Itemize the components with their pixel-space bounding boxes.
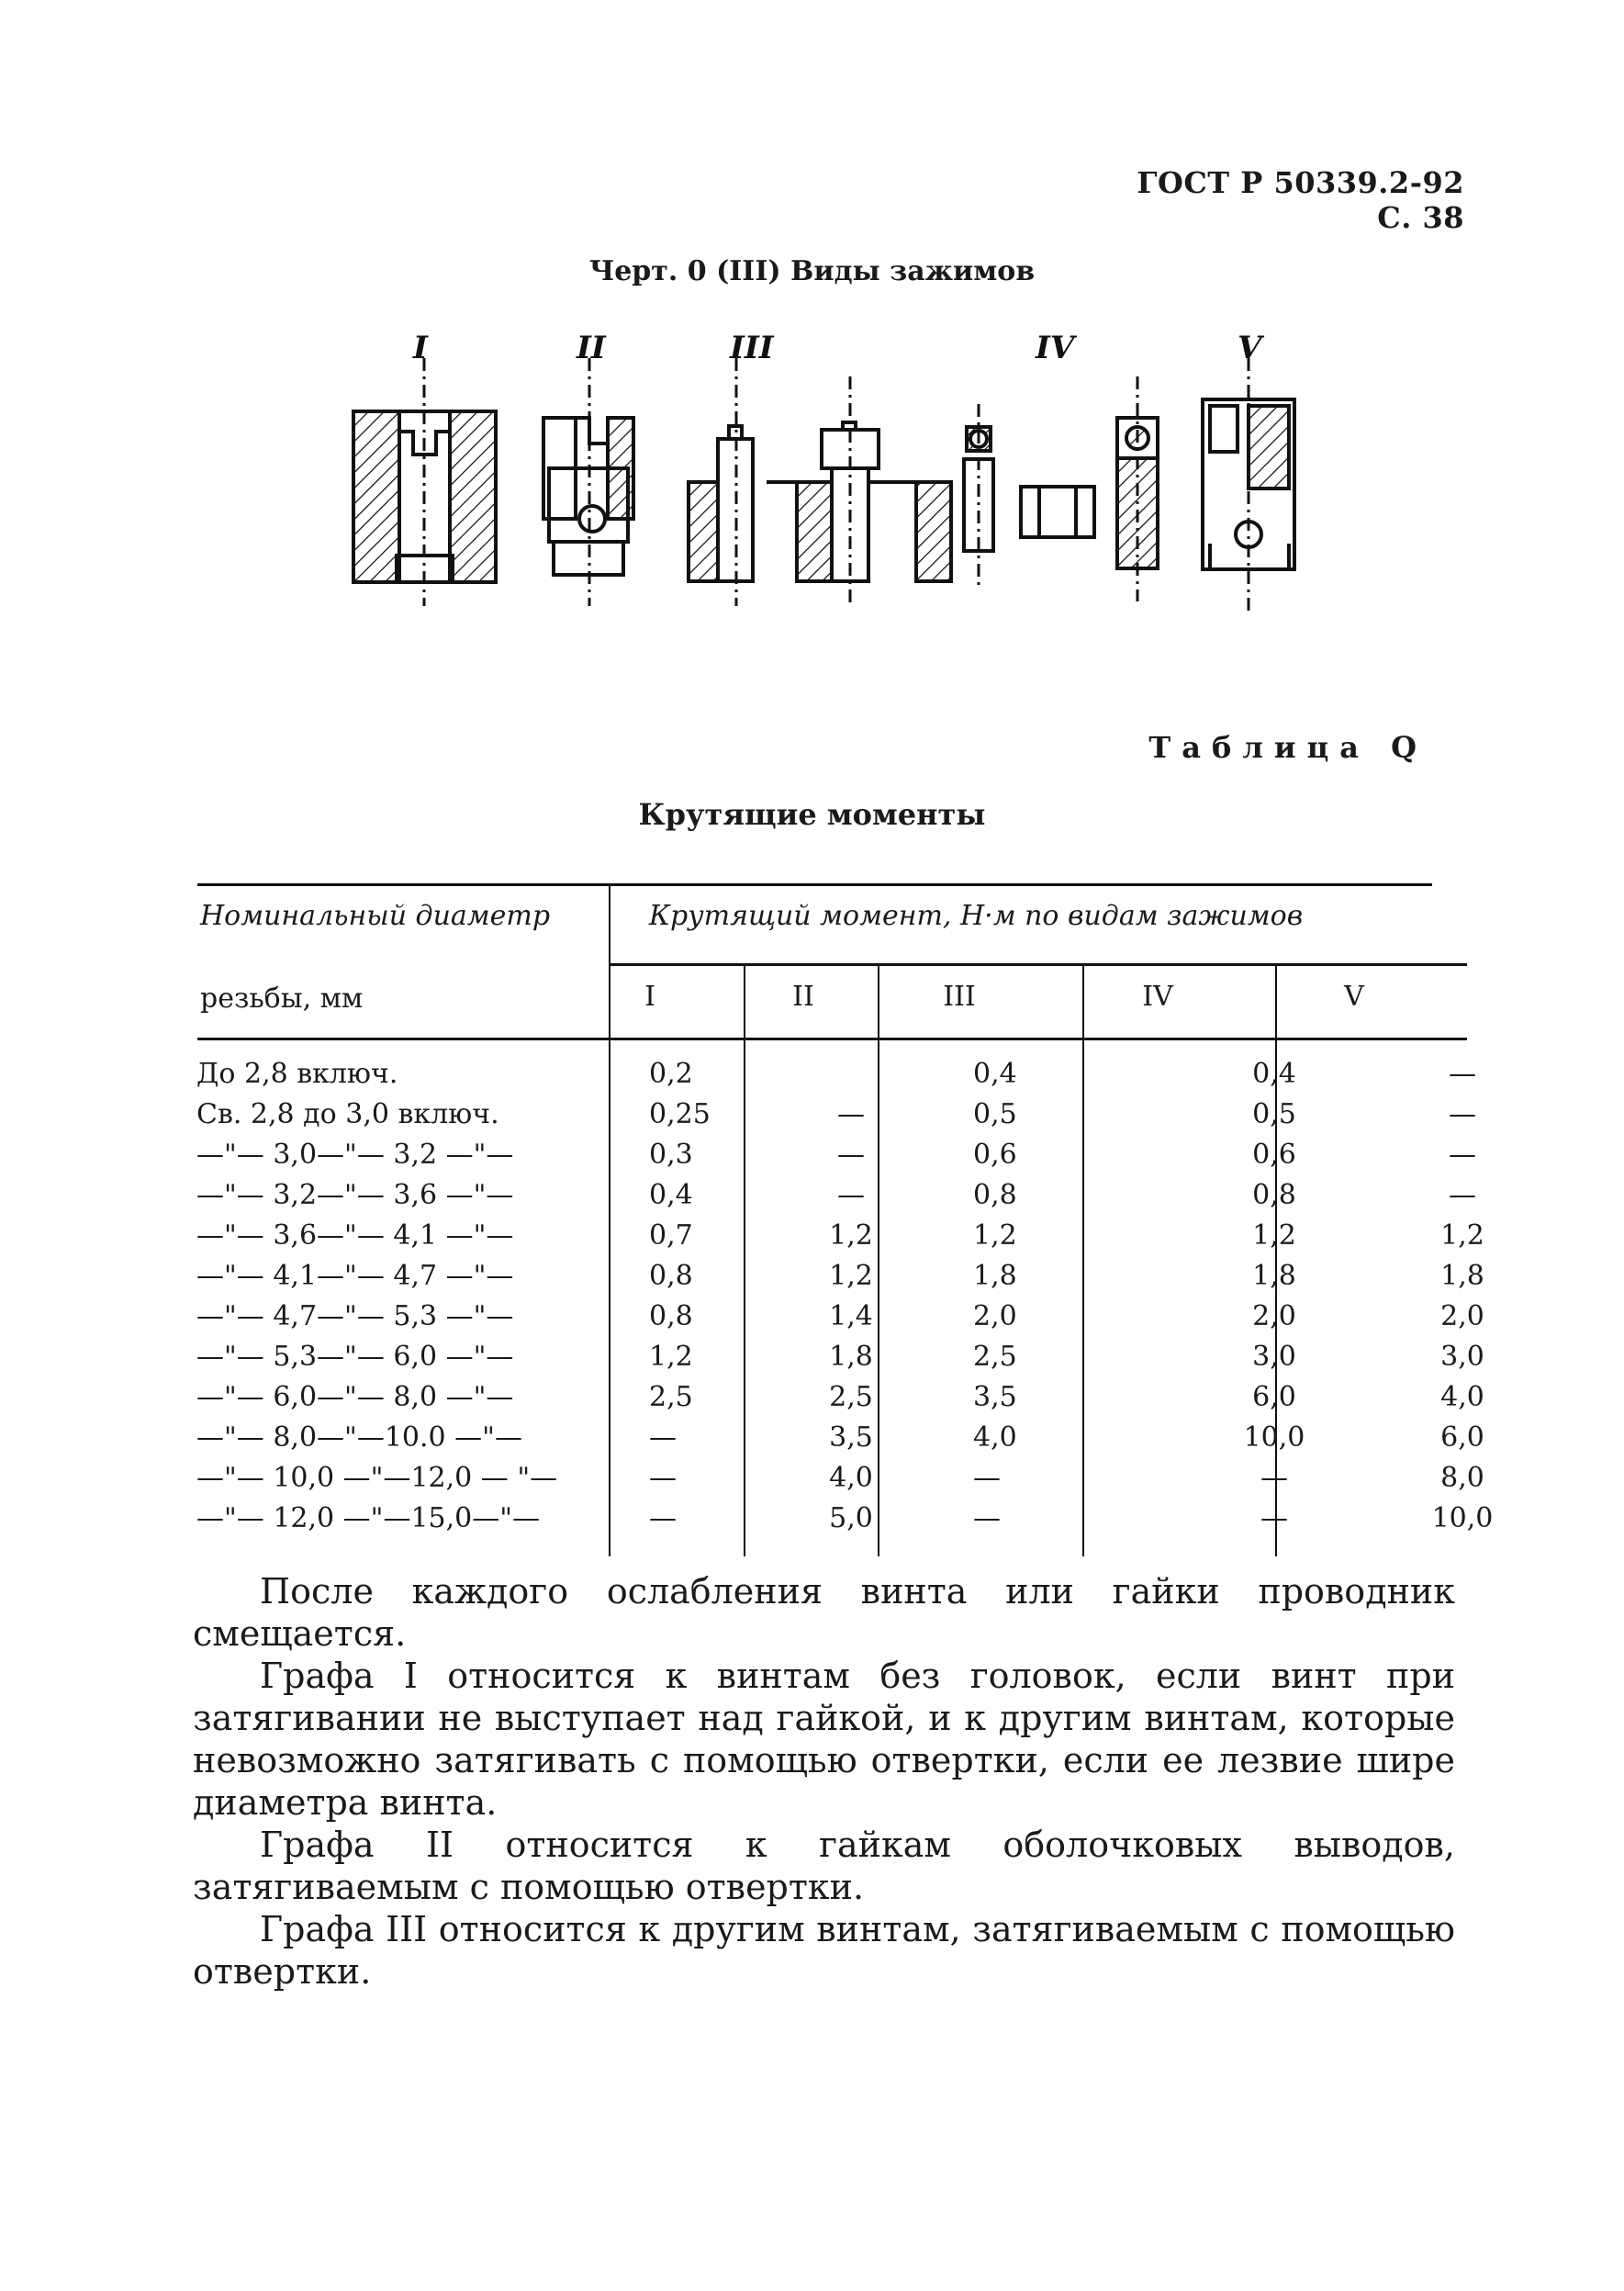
row-label: —"— 4,1—"— 4,7 —"— (196, 1260, 514, 1292)
cell: 1,2 (829, 1219, 873, 1252)
table-row (193, 1256, 1554, 1297)
table-title: Крутящие моменты (638, 797, 986, 832)
cell: 3,0 (1252, 1341, 1296, 1373)
cell: — (837, 1139, 865, 1171)
cell: — (649, 1421, 677, 1454)
clamp-type-iii (689, 358, 951, 606)
body-text (193, 1570, 1455, 1993)
cell: — (1260, 1502, 1288, 1534)
figure-label-ii: II (577, 331, 606, 366)
cell: — (973, 1502, 1001, 1534)
paragraph: Графа I относится к винтам без головок, если винт при затягивании не выступает над гайкой, и к другим винтам, которые невозможно затягивать с помощью отвертки, если ее лезвие шире диаметра винта. (193, 1656, 1455, 1823)
cell: 10,0 (1431, 1502, 1494, 1534)
figure-label-i: I (413, 331, 428, 366)
paragraph: Графа III относится к другим винтам, затягиваемым с помощью отвертки. (193, 1909, 1455, 1992)
cell (784, 1054, 918, 1095)
table-row (193, 1054, 1554, 1095)
cell: 4,0 (1440, 1381, 1484, 1413)
paragraph: После каждого ослабления винта или гайки проводник смещается. (193, 1571, 1455, 1654)
cell: 1,8 (1252, 1260, 1296, 1292)
cell: 1,8 (829, 1341, 873, 1373)
cell: 0,4 (1252, 1058, 1296, 1090)
cell: — (1449, 1179, 1476, 1211)
cell: — (1449, 1139, 1476, 1171)
row-label: До 2,8 включ. (196, 1058, 398, 1090)
cell: 1,2 (829, 1260, 873, 1292)
cell: 2,0 (1440, 1300, 1484, 1332)
cell: 8,0 (1440, 1462, 1484, 1494)
table-row (193, 1458, 1554, 1499)
table-header-diameter-unit: резьбы, мм (200, 983, 364, 1015)
row-label: —"— 3,0—"— 3,2 —"— (196, 1139, 514, 1171)
cell: 2,0 (1252, 1300, 1296, 1332)
cell: 1,2 (1440, 1219, 1484, 1252)
cell: — (1449, 1098, 1476, 1130)
clamp-type-i (353, 358, 496, 606)
table-rule-top (197, 883, 1432, 886)
col-header-v: V (1344, 981, 1364, 1013)
table-label: Таблица Q (1148, 730, 1428, 765)
cell: — (973, 1462, 1001, 1494)
cell: 3,5 (973, 1381, 1017, 1413)
cell: 0,8 (1252, 1179, 1296, 1211)
row-label: —"— 8,0—"—10.0 —"— (196, 1421, 522, 1454)
cell: — (649, 1462, 677, 1494)
page-header: ГОСТ Р 50339.2-92 С. 38 (1137, 165, 1464, 235)
clamp-type-iv (964, 376, 1158, 601)
cell: 0,5 (1252, 1098, 1296, 1130)
row-label: —"— 3,6—"— 4,1 —"— (196, 1219, 514, 1252)
table-row (193, 1377, 1554, 1418)
table-row (193, 1337, 1554, 1377)
row-label: —"— 10,0 —"—12,0 — "— (196, 1462, 558, 1494)
cell: 5,0 (829, 1502, 873, 1534)
row-label: Св. 2,8 до 3,0 включ. (196, 1098, 499, 1130)
cell: 6,0 (1440, 1421, 1484, 1454)
figure-label-iv: IV (1036, 331, 1075, 366)
cell: 3,0 (1440, 1341, 1484, 1373)
table-row (193, 1095, 1554, 1135)
paragraph: Графа II относится к гайкам оболочковых выводов, затягиваемым с помощью отвертки. (193, 1825, 1455, 1907)
cell: 2,5 (649, 1381, 693, 1413)
cell: 4,0 (973, 1421, 1017, 1454)
table-row (193, 1216, 1554, 1256)
cell: 1,4 (829, 1300, 873, 1332)
cell: — (837, 1098, 865, 1130)
table-row (193, 1175, 1554, 1216)
row-label: —"— 5,3—"— 6,0 —"— (196, 1341, 514, 1373)
col-header-iii: III (943, 981, 976, 1013)
clamp-types-drawing (340, 331, 1313, 661)
cell: 0,6 (973, 1139, 1017, 1171)
table-row (193, 1135, 1554, 1175)
cell: — (1449, 1058, 1476, 1090)
clamp-type-ii (543, 358, 633, 606)
cell: 0,3 (649, 1139, 693, 1171)
cell: 0,7 (649, 1219, 693, 1252)
cell: 0,8 (649, 1260, 693, 1292)
cell: 0,8 (649, 1300, 693, 1332)
table-header-torque: Крутящий момент, Н·м по видам зажимов (648, 900, 1304, 932)
cell: 1,8 (1440, 1260, 1484, 1292)
cell: — (649, 1502, 677, 1534)
cell: 0,4 (649, 1179, 693, 1211)
clamp-type-v (1203, 358, 1294, 615)
figure-caption: Черт. 0 (III) Виды зажимов (588, 255, 1036, 287)
cell: 2,5 (829, 1381, 873, 1413)
cell: 10,0 (1243, 1421, 1305, 1454)
cell: 0,6 (1252, 1139, 1296, 1171)
cell: 1,2 (1252, 1219, 1296, 1252)
table-header-diameter: Номинальный диаметр (200, 900, 551, 932)
table-row (193, 1297, 1554, 1337)
cell: 1,2 (649, 1341, 693, 1373)
row-label: —"— 3,2—"— 3,6 —"— (196, 1179, 514, 1211)
figure-label-v: V (1238, 331, 1262, 366)
cell: 1,8 (973, 1260, 1017, 1292)
cell: 0,8 (973, 1179, 1017, 1211)
col-header-i: I (644, 981, 655, 1013)
cell: 2,5 (973, 1341, 1017, 1373)
row-label: —"— 12,0 —"—15,0—"— (196, 1502, 541, 1534)
cell: 3,5 (829, 1421, 873, 1454)
cell: — (1260, 1462, 1288, 1494)
cell: 0,4 (973, 1058, 1017, 1090)
cell: 0,25 (649, 1098, 711, 1130)
table-rule-mid (609, 963, 1467, 966)
cell: 2,0 (973, 1300, 1017, 1332)
cell: 0,2 (649, 1058, 693, 1090)
cell: 0,5 (973, 1098, 1017, 1130)
cell: 4,0 (829, 1462, 873, 1494)
row-label: —"— 6,0—"— 8,0 —"— (196, 1381, 514, 1413)
table-row (193, 1499, 1554, 1539)
table-row (193, 1418, 1554, 1458)
cell: — (837, 1179, 865, 1211)
figure-label-iii: III (730, 331, 774, 366)
col-header-ii: II (792, 981, 814, 1013)
col-header-iv: IV (1142, 981, 1173, 1013)
torque-table (193, 1054, 1554, 1539)
row-label: —"— 4,7—"— 5,3 —"— (196, 1300, 514, 1332)
cell: 6,0 (1252, 1381, 1296, 1413)
cell: 1,2 (973, 1219, 1017, 1252)
